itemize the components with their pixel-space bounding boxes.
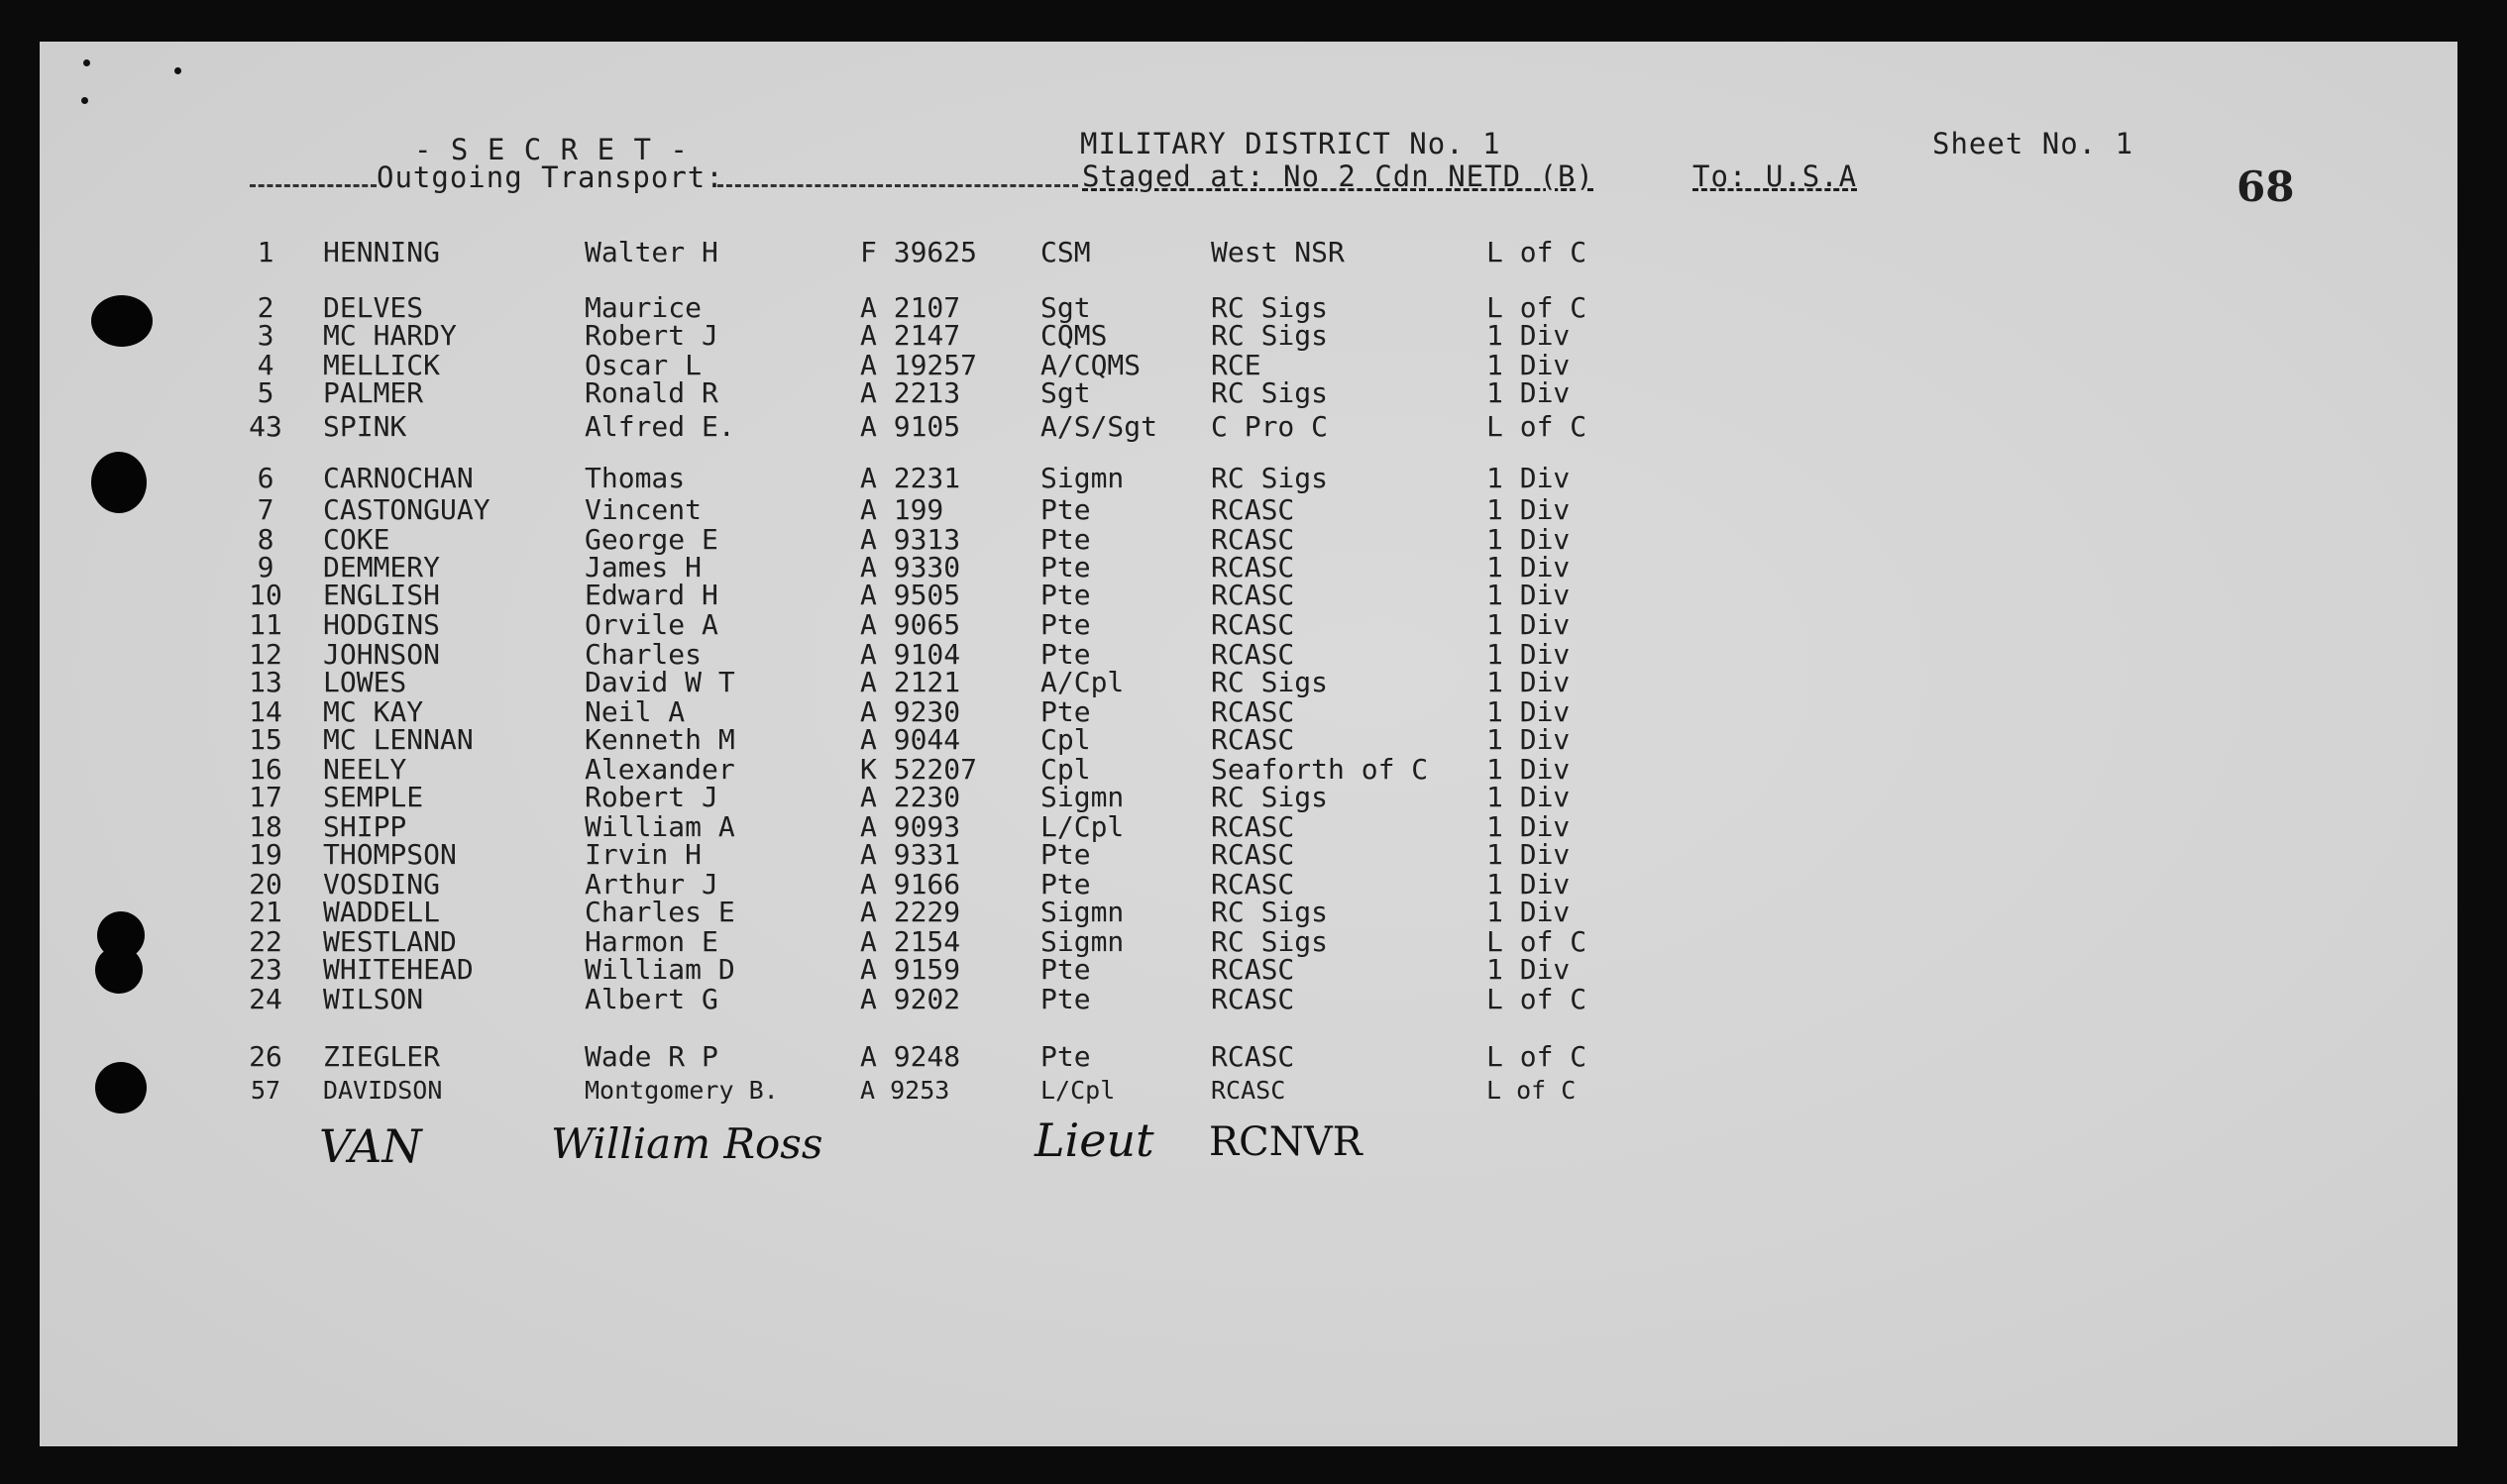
destination: 1 Div [1486, 493, 1571, 526]
rank: Pte [1040, 953, 1091, 986]
page-number: 68 [2236, 162, 2295, 211]
unit: RCASC [1211, 551, 1295, 583]
row-number: 9 [257, 551, 274, 583]
regimental-number: A 9159 [860, 953, 961, 986]
row-number: 7 [257, 493, 274, 526]
given-name: Alfred E. [585, 410, 735, 443]
row-number: 21 [249, 896, 282, 928]
rank: Pte [1040, 608, 1091, 641]
row-number: 20 [249, 868, 282, 901]
punch-hole [95, 946, 143, 994]
district-label: MILITARY DISTRICT No. 1 [1080, 127, 1501, 160]
surname: THOMPSON [323, 838, 457, 871]
handwritten-rank: Lieut [1035, 1113, 1154, 1167]
destination: 1 Div [1486, 608, 1571, 641]
rank: Sgt [1040, 376, 1091, 409]
row-number: 5 [257, 376, 274, 409]
unit: RCASC [1211, 579, 1295, 611]
given-name: Vincent [585, 493, 703, 526]
unit: RCASC [1211, 810, 1295, 843]
surname: HODGINS [323, 608, 441, 641]
given-name: Walter H [585, 236, 718, 268]
destination: 1 Div [1486, 349, 1571, 381]
destination: 1 Div [1486, 781, 1571, 813]
destination: 1 Div [1486, 638, 1571, 671]
given-name: Wade R P [585, 1040, 718, 1073]
rank: Sigmn [1040, 781, 1125, 813]
row-number: 3 [257, 319, 274, 352]
destination: 1 Div [1486, 551, 1571, 583]
rank: Pte [1040, 551, 1091, 583]
row-number: 19 [249, 838, 282, 871]
destination: 1 Div [1486, 896, 1571, 928]
surname: SEMPLE [323, 781, 424, 813]
destination: 1 Div [1486, 753, 1571, 786]
destination: 1 Div [1486, 810, 1571, 843]
handwritten-unit: RCNVR [1209, 1119, 1362, 1165]
row-number: 23 [249, 953, 282, 986]
unit: C Pro C [1211, 410, 1329, 443]
given-name: Oscar L [585, 349, 703, 381]
surname: WILSON [323, 983, 424, 1015]
regimental-number: A 2231 [860, 462, 961, 494]
surname: ZIEGLER [323, 1040, 441, 1073]
regimental-number: F 39625 [860, 236, 978, 268]
surname: WHITEHEAD [323, 953, 474, 986]
rank: Pte [1040, 838, 1091, 871]
regimental-number: A 9505 [860, 579, 961, 611]
regimental-number: A 2147 [860, 319, 961, 352]
unit: RCASC [1211, 1076, 1286, 1105]
surname: DAVIDSON [323, 1076, 443, 1105]
rank: Sigmn [1040, 462, 1125, 494]
row-number: 14 [249, 695, 282, 728]
rank: CQMS [1040, 319, 1108, 352]
destination: L of C [1486, 925, 1587, 958]
surname: ENGLISH [323, 579, 441, 611]
given-name: Alexander [585, 753, 735, 786]
given-name: Thomas [585, 462, 686, 494]
rank: A/CQMS [1040, 349, 1142, 381]
unit: RCE [1211, 349, 1261, 381]
rank: L/Cpl [1040, 810, 1125, 843]
regimental-number: A 9331 [860, 838, 961, 871]
surname: DELVES [323, 291, 424, 324]
rank: Cpl [1040, 723, 1091, 756]
rank: Pte [1040, 579, 1091, 611]
given-name: Orvile A [585, 608, 718, 641]
surname: MELLICK [323, 349, 441, 381]
given-name: Montgomery B. [585, 1076, 779, 1105]
destination: L of C [1486, 983, 1587, 1015]
regimental-number: A 2107 [860, 291, 961, 324]
surname: HENNING [323, 236, 441, 268]
row-number: 15 [249, 723, 282, 756]
unit: RCASC [1211, 608, 1295, 641]
surname: DEMMERY [323, 551, 441, 583]
row-number: 8 [257, 523, 274, 556]
unit: West NSR [1211, 236, 1345, 268]
regimental-number: A 2121 [860, 666, 961, 698]
regimental-number: A 19257 [860, 349, 978, 381]
rank: Pte [1040, 638, 1091, 671]
given-name: Charles [585, 638, 703, 671]
speck [83, 59, 90, 66]
unit: RC Sigs [1211, 925, 1329, 958]
regimental-number: A 9166 [860, 868, 961, 901]
rank: A/Cpl [1040, 666, 1125, 698]
rank: Pte [1040, 868, 1091, 901]
destination: L of C [1486, 1040, 1587, 1073]
given-name: Albert G [585, 983, 718, 1015]
given-name: Robert J [585, 781, 718, 813]
destination: L of C [1486, 1076, 1577, 1105]
row-number: 18 [249, 810, 282, 843]
row-number: 26 [249, 1040, 282, 1073]
unit: RC Sigs [1211, 781, 1329, 813]
punch-hole [91, 295, 153, 347]
regimental-number: A 9104 [860, 638, 961, 671]
destination: L of C [1486, 236, 1587, 268]
surname: PALMER [323, 376, 424, 409]
surname: JOHNSON [323, 638, 441, 671]
rank: Pte [1040, 493, 1091, 526]
destination: 1 Div [1486, 666, 1571, 698]
rank: Sgt [1040, 291, 1091, 324]
handwritten-surname: VAN [319, 1119, 422, 1173]
destination: 1 Div [1486, 838, 1571, 871]
unit: RC Sigs [1211, 896, 1329, 928]
destination: 1 Div [1486, 953, 1571, 986]
destination: 1 Div [1486, 579, 1571, 611]
unit: RCASC [1211, 953, 1295, 986]
given-name: Harmon E [585, 925, 718, 958]
unit: RCASC [1211, 1040, 1295, 1073]
unit: RCASC [1211, 493, 1295, 526]
given-name: David W T [585, 666, 735, 698]
rank: L/Cpl [1040, 1076, 1116, 1105]
surname: MC HARDY [323, 319, 457, 352]
row-number: 16 [249, 753, 282, 786]
staged-label: Staged at: No 2 Cdn NETD (B) [1082, 159, 1594, 193]
destination: 1 Div [1486, 462, 1571, 494]
row-number: 43 [249, 410, 282, 443]
regimental-number: A 9065 [860, 608, 961, 641]
regimental-number: A 9093 [860, 810, 961, 843]
given-name: Kenneth M [585, 723, 735, 756]
surname: NEELY [323, 753, 407, 786]
unit: RCASC [1211, 638, 1295, 671]
rank: Pte [1040, 523, 1091, 556]
transport-label: Outgoing Transport: [377, 160, 724, 194]
row-number: 1 [257, 236, 274, 268]
regimental-number: A 9230 [860, 695, 961, 728]
row-number: 57 [250, 1076, 281, 1105]
unit: RC Sigs [1211, 462, 1329, 494]
unit: RCASC [1211, 695, 1295, 728]
header-rule [717, 184, 1078, 187]
given-name: Ronald R [585, 376, 718, 409]
row-number: 17 [249, 781, 282, 813]
row-number: 6 [257, 462, 274, 494]
regimental-number: A 2213 [860, 376, 961, 409]
unit: RCASC [1211, 838, 1295, 871]
unit: RCASC [1211, 723, 1295, 756]
unit: RC Sigs [1211, 666, 1329, 698]
regimental-number: A 9044 [860, 723, 961, 756]
rank: A/S/Sgt [1040, 410, 1158, 443]
rank: Sigmn [1040, 896, 1125, 928]
destination: 1 Div [1486, 319, 1571, 352]
rank: Cpl [1040, 753, 1091, 786]
header-rule [250, 184, 377, 187]
regimental-number: K 52207 [860, 753, 978, 786]
regimental-number: A 9248 [860, 1040, 961, 1073]
unit: RC Sigs [1211, 319, 1329, 352]
destination: L of C [1486, 291, 1587, 324]
given-name: Robert J [585, 319, 718, 352]
destination: 1 Div [1486, 523, 1571, 556]
row-number: 12 [249, 638, 282, 671]
regimental-number: A 9313 [860, 523, 961, 556]
regimental-number: A 9253 [860, 1076, 950, 1105]
punch-hole [91, 452, 147, 513]
unit: Seaforth of C [1211, 753, 1429, 786]
rank: Sigmn [1040, 925, 1125, 958]
given-name: James H [585, 551, 703, 583]
given-name: Arthur J [585, 868, 718, 901]
surname: MC LENNAN [323, 723, 474, 756]
regimental-number: A 9202 [860, 983, 961, 1015]
rank: Pte [1040, 1040, 1091, 1073]
unit: RCASC [1211, 868, 1295, 901]
given-name: Edward H [585, 579, 718, 611]
surname: LOWES [323, 666, 407, 698]
given-name: George E [585, 523, 718, 556]
row-number: 24 [249, 983, 282, 1015]
unit: RCASC [1211, 983, 1295, 1015]
surname: COKE [323, 523, 390, 556]
row-number: 13 [249, 666, 282, 698]
destination-label: To: U.S.A [1692, 159, 1858, 193]
sheet-number: Sheet No. 1 [1932, 127, 2134, 160]
secret-label: - S E C R E T - [414, 133, 689, 166]
destination: 1 Div [1486, 723, 1571, 756]
rank: CSM [1040, 236, 1091, 268]
handwritten-given: William Ross [551, 1119, 823, 1168]
destination: 1 Div [1486, 376, 1571, 409]
regimental-number: A 199 [860, 493, 944, 526]
row-number: 4 [257, 349, 274, 381]
unit: RC Sigs [1211, 291, 1329, 324]
surname: MC KAY [323, 695, 424, 728]
destination: 1 Div [1486, 868, 1571, 901]
unit: RCASC [1211, 523, 1295, 556]
given-name: William D [585, 953, 735, 986]
surname: CARNOCHAN [323, 462, 474, 494]
regimental-number: A 2230 [860, 781, 961, 813]
punch-hole [95, 1062, 147, 1113]
surname: WADDELL [323, 896, 441, 928]
row-number: 2 [257, 291, 274, 324]
surname: SPINK [323, 410, 407, 443]
regimental-number: A 9330 [860, 551, 961, 583]
surname: SHIPP [323, 810, 407, 843]
regimental-number: A 2154 [860, 925, 961, 958]
rank: Pte [1040, 983, 1091, 1015]
surname: CASTONGUAY [323, 493, 490, 526]
unit: RC Sigs [1211, 376, 1329, 409]
row-number: 22 [249, 925, 282, 958]
given-name: Charles E [585, 896, 735, 928]
given-name: William A [585, 810, 735, 843]
destination: L of C [1486, 410, 1587, 443]
speck [174, 67, 181, 74]
given-name: Irvin H [585, 838, 703, 871]
given-name: Maurice [585, 291, 703, 324]
speck [81, 97, 88, 104]
rank: Pte [1040, 695, 1091, 728]
row-number: 11 [249, 608, 282, 641]
regimental-number: A 9105 [860, 410, 961, 443]
regimental-number: A 2229 [860, 896, 961, 928]
surname: VOSDING [323, 868, 441, 901]
destination: 1 Div [1486, 695, 1571, 728]
given-name: Neil A [585, 695, 686, 728]
row-number: 10 [249, 579, 282, 611]
surname: WESTLAND [323, 925, 457, 958]
